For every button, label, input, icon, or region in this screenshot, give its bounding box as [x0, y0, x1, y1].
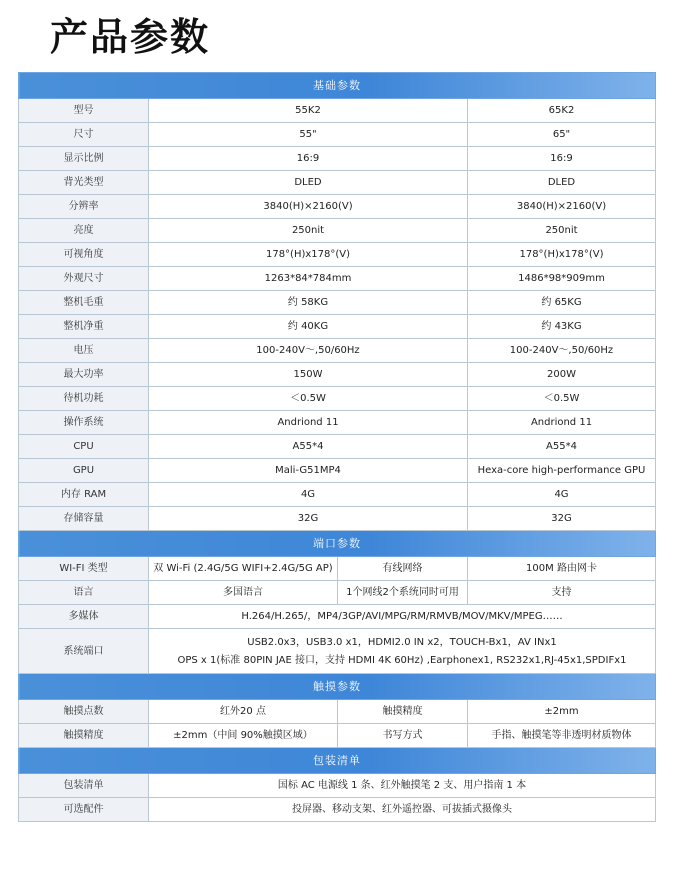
spec-value-55k2: 55K2 — [149, 99, 468, 123]
spec-label: 书写方式 — [338, 724, 468, 748]
spec-label: 包装清单 — [19, 774, 149, 798]
section-header-touch — [19, 674, 656, 700]
spec-row-multimedia — [19, 605, 656, 629]
spec-label: 有线网络 — [338, 557, 468, 581]
spec-value: H.264/H.265/，MP4/3GP/AVI/MPG/RM/RMVB/MOV/MKV/MPEG…… — [149, 605, 656, 629]
spec-value-55k2: 约 58KG — [149, 291, 468, 315]
spec-label: CPU — [19, 435, 149, 459]
spec-row-accessories — [19, 798, 656, 822]
spec-value-55k2: 约 40KG — [149, 315, 468, 339]
spec-row — [19, 387, 656, 411]
spec-row — [19, 435, 656, 459]
spec-value: ±2mm（中间 90%触摸区域） — [149, 724, 338, 748]
spec-value-55k2: 3840(H)×2160(V) — [149, 195, 468, 219]
spec-value-55k2: ＜0.5W — [149, 387, 468, 411]
spec-label: 可视角度 — [19, 243, 149, 267]
spec-row-system-ports — [19, 629, 656, 674]
ports-line-1: USB2.0x3，USB3.0 x1，HDMI2.0 IN x2，TOUCH-Bx1，AV INx1 — [247, 636, 557, 648]
spec-row — [19, 147, 656, 171]
spec-row — [19, 171, 656, 195]
spec-table — [18, 72, 656, 822]
spec-label: 多媒体 — [19, 605, 149, 629]
ports-line-2: OPS x 1(标准 80PIN JAE 接口，支持 HDMI 4K 60Hz) ,Earphonex1, RS232x1,RJ-45x1,SPDIFx1 — [177, 654, 627, 666]
spec-label: 最大功率 — [19, 363, 149, 387]
spec-row-language — [19, 581, 656, 605]
spec-label: 整机毛重 — [19, 291, 149, 315]
spec-label: 背光类型 — [19, 171, 149, 195]
spec-row — [19, 123, 656, 147]
spec-row-wifi — [19, 557, 656, 581]
spec-value: 国标 AC 电源线 1 条、红外触摸笔 2 支、用户指南 1 本 — [149, 774, 656, 798]
spec-value: ±2mm — [468, 700, 656, 724]
spec-label: 整机净重 — [19, 315, 149, 339]
spec-label: 显示比例 — [19, 147, 149, 171]
section-title: 触摸参数 — [19, 674, 656, 700]
spec-value-55k2: 32G — [149, 507, 468, 531]
spec-value-55k2: Andriond 11 — [149, 411, 468, 435]
section-title: 端口参数 — [19, 531, 656, 557]
spec-label: 触摸精度 — [338, 700, 468, 724]
spec-value-65k2: 16:9 — [468, 147, 656, 171]
section-header-ports — [19, 531, 656, 557]
spec-label: GPU — [19, 459, 149, 483]
spec-value-65k2: 1486*98*909mm — [468, 267, 656, 291]
spec-label: 存储容量 — [19, 507, 149, 531]
spec-value-65k2: Hexa-core high-performance GPU — [468, 459, 656, 483]
spec-value-65k2: A55*4 — [468, 435, 656, 459]
spec-label: 触摸点数 — [19, 700, 149, 724]
spec-value: 100M 路由网卡 — [468, 557, 656, 581]
spec-value-65k2: ＜0.5W — [468, 387, 656, 411]
spec-value-55k2: 1263*84*784mm — [149, 267, 468, 291]
spec-label: 电压 — [19, 339, 149, 363]
spec-value: 手指、触摸笔等非透明材质物体 — [468, 724, 656, 748]
spec-row — [19, 99, 656, 123]
spec-value: 双 Wi-Fi (2.4G/5G WIFI+2.4G/5G AP) — [149, 557, 338, 581]
spec-row — [19, 267, 656, 291]
spec-value-55k2: 150W — [149, 363, 468, 387]
spec-label: 内存 RAM — [19, 483, 149, 507]
spec-row-touch-precision — [19, 724, 656, 748]
spec-row-touch-points — [19, 700, 656, 724]
spec-row — [19, 483, 656, 507]
spec-row — [19, 315, 656, 339]
spec-row-package — [19, 774, 656, 798]
spec-label: 待机功耗 — [19, 387, 149, 411]
spec-value-65k2: 200W — [468, 363, 656, 387]
spec-value-65k2: 65" — [468, 123, 656, 147]
spec-label: 外观尺寸 — [19, 267, 149, 291]
spec-row — [19, 507, 656, 531]
spec-label: 操作系统 — [19, 411, 149, 435]
spec-row — [19, 219, 656, 243]
spec-label: 语言 — [19, 581, 149, 605]
page-title: 产品参数 — [50, 15, 211, 59]
spec-value-55k2: 55" — [149, 123, 468, 147]
spec-value-65k2: 4G — [468, 483, 656, 507]
spec-row — [19, 363, 656, 387]
spec-label: 亮度 — [19, 219, 149, 243]
spec-value: 投屏器、移动支架、红外遥控器、可拔插式摄像头 — [149, 798, 656, 822]
spec-label: 分辨率 — [19, 195, 149, 219]
spec-value-65k2: 约 65KG — [468, 291, 656, 315]
spec-sheet — [18, 72, 655, 822]
spec-value-65k2: 3840(H)×2160(V) — [468, 195, 656, 219]
spec-value-65k2: 约 43KG — [468, 315, 656, 339]
spec-row — [19, 195, 656, 219]
spec-row — [19, 339, 656, 363]
spec-value-55k2: 100-240V～,50/60Hz — [149, 339, 468, 363]
spec-row — [19, 291, 656, 315]
spec-value-55k2: 16:9 — [149, 147, 468, 171]
spec-label: WI-FI 类型 — [19, 557, 149, 581]
spec-row — [19, 459, 656, 483]
spec-label: 型号 — [19, 99, 149, 123]
section-header-basic — [19, 73, 656, 99]
spec-value: 多国语言 — [149, 581, 338, 605]
section-title: 基础参数 — [19, 73, 656, 99]
spec-label: 可选配件 — [19, 798, 149, 822]
spec-value-55k2: 178°(H)x178°(V) — [149, 243, 468, 267]
spec-value-55k2: A55*4 — [149, 435, 468, 459]
section-title: 包装清单 — [19, 748, 656, 774]
spec-value: 红外20 点 — [149, 700, 338, 724]
spec-label: 尺寸 — [19, 123, 149, 147]
spec-value-55k2: DLED — [149, 171, 468, 195]
spec-label: 系统端口 — [19, 629, 149, 674]
spec-value-55k2: 4G — [149, 483, 468, 507]
spec-value-65k2: Andriond 11 — [468, 411, 656, 435]
spec-value-55k2: Mali-G51MP4 — [149, 459, 468, 483]
spec-value-65k2: 65K2 — [468, 99, 656, 123]
spec-label: 触摸精度 — [19, 724, 149, 748]
section-header-package — [19, 748, 656, 774]
spec-label: 1个网线2个系统同时可用 — [338, 581, 468, 605]
spec-value-65k2: 100-240V～,50/60Hz — [468, 339, 656, 363]
spec-value-65k2: 250nit — [468, 219, 656, 243]
spec-row — [19, 411, 656, 435]
spec-value-55k2: 250nit — [149, 219, 468, 243]
spec-value-65k2: DLED — [468, 171, 656, 195]
spec-row — [19, 243, 656, 267]
spec-value-65k2: 178°(H)x178°(V) — [468, 243, 656, 267]
spec-value: 支持 — [468, 581, 656, 605]
spec-value-65k2: 32G — [468, 507, 656, 531]
spec-value — [149, 629, 656, 674]
